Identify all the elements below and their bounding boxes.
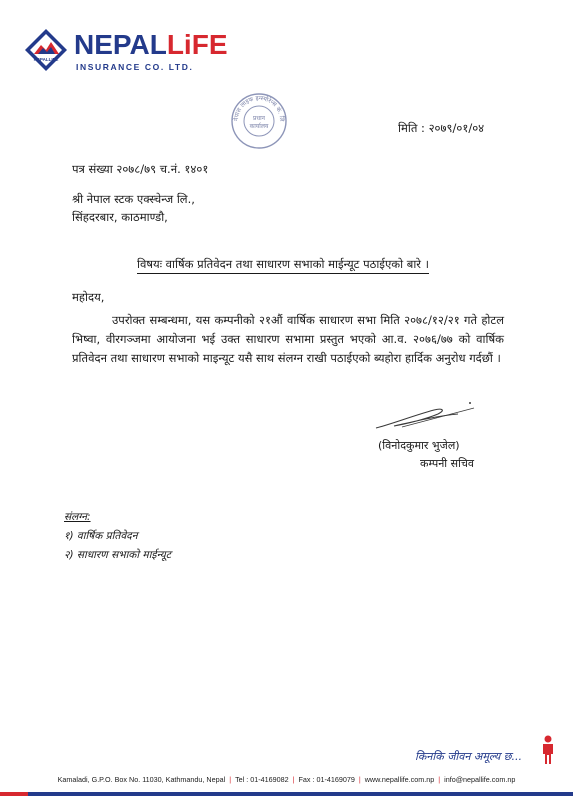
footer-web: www.nepallife.com.np <box>364 775 435 784</box>
seal-center-line1: प्रधान <box>253 115 265 122</box>
company-logo <box>24 28 254 80</box>
seal-center-line2: कार्यालय <box>249 123 269 130</box>
logo-emblem-icon <box>24 28 68 72</box>
person-icon <box>540 735 556 765</box>
footer-fax: Fax : 01-4169079 <box>298 775 355 784</box>
company-tagline: किनकि जीवन अमूल्य छ... <box>415 750 523 763</box>
signer-title: कम्पनी सचिव <box>420 457 475 470</box>
letter-body: उपरोक्त सम्बन्धमा, यस कम्पनीको २१औं वार्षिक साधारण सभा मिति २०७८/१२/२१ गते होटल भिष्वा, वीरगञ्जमा आयोजना भई उक्त साधारण सभामा प्रस्तुत भएको आ.व. २०७६/७७ को वार्षिक प्रतिवेदन तथा साधारण सभाको माइन्यूट यसै साथ संलग्न राखी पठाईएको ब्यहोरा हार्दिक अनुरोध गर्दछौं । <box>72 313 504 365</box>
enclosure-item: १) वार्षिक प्रतिवेदन <box>64 530 138 542</box>
footer-address: Kamaladi, G.P.O. Box No. 11030, Kathmandu, Nepal <box>57 775 226 784</box>
official-seal-icon <box>230 92 288 150</box>
subject-line: विषयः वार्षिक प्रतिवेदन तथा साधारण सभाको माईन्यूट पठाईएको बारे । <box>137 257 429 274</box>
enclosure-heading: संलग्न: <box>64 511 91 523</box>
recipient-line-2: सिंहदरबार, काठमाण्डौ, <box>72 210 168 224</box>
signer-name: (विनोदकुमार भुजेल) <box>378 439 460 452</box>
signature-icon <box>372 400 482 434</box>
logo-name-nepal: NEPAL <box>74 29 167 60</box>
seal-ring-text: नेपाल लाइफ इन्स्योरेन्स कं. लि <box>232 94 286 122</box>
logo-name-life: LiFE <box>166 29 228 60</box>
footer-tel: Tel : 01-4169082 <box>235 775 289 784</box>
salutation: महोदय, <box>72 290 105 304</box>
footer-bar <box>0 790 573 800</box>
footer-contact: Kamaladi, G.P.O. Box No. 11030, Kathmandu, Nepal | Tel : 01-4169082 | Fax : 01-4169079 | www.nepallife.com.np | info@nepallife.com.np <box>57 775 516 784</box>
footer-email: info@nepallife.com.np <box>444 775 516 784</box>
letter-date: मिति : २०७९/०१/०४ <box>398 121 485 135</box>
footer-bar-red <box>0 792 28 796</box>
enclosure-list <box>64 508 171 565</box>
logo-subtitle: INSURANCE CO. LTD. <box>76 62 194 72</box>
footer-bar-blue <box>28 792 573 796</box>
logo-name <box>74 30 228 60</box>
reference-number: पत्र संख्या २०७८/७९ च.नं. १४०१ <box>72 162 209 176</box>
recipient-address <box>72 190 195 226</box>
recipient-line-1: श्री नेपाल स्टक एक्स्चेन्ज लि., <box>72 192 195 206</box>
enclosure-item: २) साधारण सभाको माईन्यूट <box>64 549 172 561</box>
logo-emblem-text: NEPALLIFE <box>33 57 59 62</box>
